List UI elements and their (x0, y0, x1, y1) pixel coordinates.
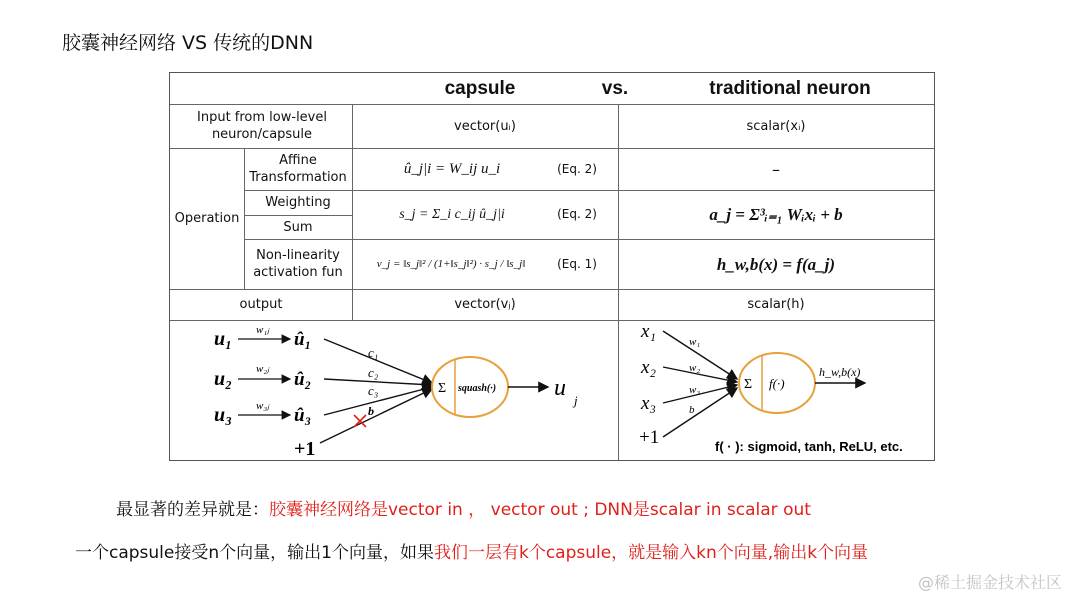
neuron-output: h_w,b(x) (819, 365, 861, 379)
input-capsule: vector(uᵢ) (454, 118, 516, 134)
neuron-input-x3: x₃ (641, 393, 657, 414)
capsule-squash: squash(·) (458, 383, 497, 394)
output-neuron: scalar(h) (747, 297, 805, 312)
comparison-table (169, 72, 935, 461)
nonlinearity-neuron-equation: h_w,b(x) = f(a_j) (716, 254, 836, 274)
neuron-weight-w2: w₂ (689, 362, 701, 374)
capsule-prediction-u2hat: û₂ (294, 369, 312, 390)
capsule-coupling-b: b (368, 404, 374, 418)
capsule-prediction-u1hat: û₁ (294, 329, 312, 350)
weighting-capsule-equation: s_j = Σ_i c_ij û_j|i (399, 207, 505, 222)
row-label-sum: Sum (283, 219, 313, 235)
summary-line-1 (116, 495, 811, 520)
capsule-sum-symbol: Σ (438, 381, 447, 396)
summary-line-2-red: 我们一层有k个capsule，就是输入kn个向量,输出k个向量 (433, 543, 869, 563)
neuron-bias: +1 (639, 427, 660, 448)
input-neuron: scalar(xᵢ) (746, 118, 806, 134)
capsule-input-u2: u₂ (214, 368, 233, 390)
neuron-caption: f( · ): sigmoid, tanh, ReLU, etc. (715, 439, 903, 454)
capsule-weight-w1j: w₁ⱼ (256, 324, 270, 336)
row-label-affine: Affine Transformation (249, 153, 347, 185)
capsule-coupling-c1: c₁ (368, 345, 379, 360)
watermark: @稀土掘金技术社区 (917, 573, 1062, 592)
summary-line-2-black: 一个capsule接受n个向量，输出1个向量，如果 (75, 543, 434, 563)
affine-neuron: – (772, 159, 780, 179)
capsule-coupling-c3: c₃ (368, 383, 379, 398)
weighting-neuron-equation: a_j = Σ³ᵢ₌₁ Wᵢxᵢ + b (709, 205, 843, 224)
row-label-input: Input from low-level neuron/capsule (197, 110, 327, 142)
affine-eq-tag: (Eq. 2) (557, 161, 597, 176)
neuron-sum-symbol: Σ (744, 377, 753, 392)
affine-capsule-equation: û_j|i = W_ij u_i (403, 160, 501, 177)
weighting-eq-tag: (Eq. 2) (557, 207, 597, 221)
capsule-input-u1: u₁ (214, 328, 233, 350)
neuron-weight-b: b (689, 404, 695, 416)
summary-line-1-black: 最显著的差异就是： (116, 500, 269, 520)
nonlinearity-capsule-equation: v_j = ‖s_j‖² / (1+‖s_j‖²) · s_j / ‖s_j‖ (376, 257, 526, 270)
capsule-weight-w2j: w₂ⱼ (256, 363, 270, 375)
page-title: 胶囊神经网络 VS 传统的DNN (62, 32, 314, 54)
neuron-weight-w3: w₃ (689, 384, 701, 396)
summary-line-1-red: 胶囊神经网络是vector in ， vector out ; DNN是scalar in scalar out (269, 500, 811, 520)
row-label-nonlinearity: Non-linearity activation fun (253, 248, 343, 280)
output-capsule: vector(vⱼ) (454, 297, 516, 312)
capsule-output-subscript: j (574, 393, 578, 408)
neuron-weight-w1: w₁ (689, 336, 701, 348)
capsule-input-u3: u₃ (214, 404, 233, 426)
capsule-prediction-u3hat: û₃ (294, 405, 312, 426)
capsule-weight-w3j: w₃ⱼ (256, 400, 270, 412)
neuron-activation: f(·) (769, 376, 785, 391)
header-traditional-neuron: traditional neuron (709, 78, 871, 99)
capsule-bias: +1 (294, 438, 316, 460)
nonlinearity-eq-tag: (Eq. 1) (557, 256, 597, 271)
capsule-output-u: u (554, 375, 566, 401)
neuron-diagram (619, 321, 934, 460)
neuron-input-x1: x₁ (641, 321, 657, 342)
header-vs: vs. (601, 78, 629, 99)
capsule-coupling-c2: c₂ (368, 365, 379, 380)
neuron-input-x2: x₂ (641, 357, 657, 378)
row-label-weighting: Weighting (265, 195, 331, 210)
summary-line-2 (75, 538, 868, 563)
capsule-diagram (170, 321, 617, 460)
row-label-output: output (239, 297, 283, 312)
header-capsule: capsule (444, 78, 516, 99)
row-label-operation: Operation (174, 211, 240, 226)
